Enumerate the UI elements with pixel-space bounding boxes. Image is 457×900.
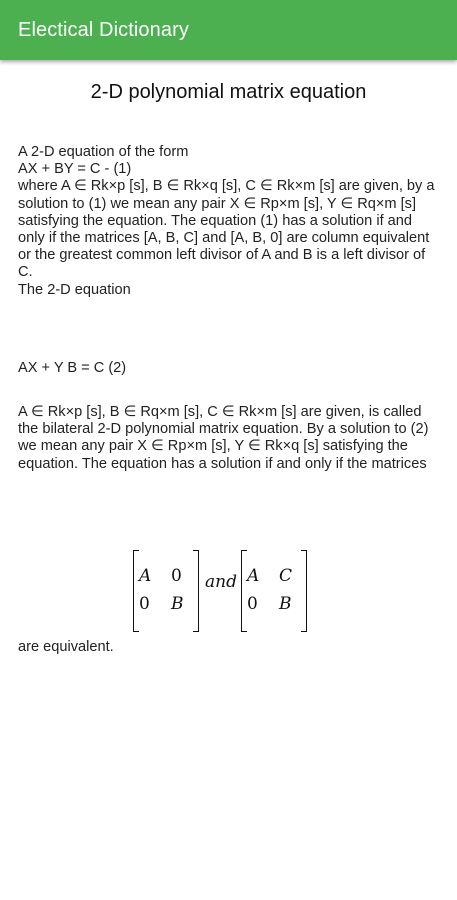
definition-paragraph-1: A 2-D equation of the form AX + BY = C - (1) where A ∈ Rk×p [s], B ∈ Rk×q [s], C ∈ Rk×m [s] are given, by a solution to (1) we mean any pair X ∈ Rp×m [s], Y ∈ Rq×m [s] satisfying the equation. The equation (1) has a solution if and only if the matrices [A, B, C] and [A, B, 0] are column equivalent or the greatest common left divisor of A and B is a left divisor of C. The 2-D equation [18,144,435,298]
matrix-1-cell-a12: 0 [171,566,182,586]
app-bar [0,0,457,60]
matrix-1-cell-a21: 0 [139,594,150,614]
page-title: 2-D polynomial matrix equation [90,81,367,103]
matrix-expression [133,542,307,622]
matrix-2 [243,550,305,614]
matrix-1-cell-a11: A [139,566,152,586]
matrix-connector: and [205,572,237,592]
matrix-2-cell-a11: A [246,566,260,586]
app-title: Electical Dictionary [18,18,189,41]
content-scroll-area[interactable] [0,60,457,900]
definition-paragraph-2: A ∈ Rk×p [s], B ∈ Rq×m [s], C ∈ Rk×m [s] are given, is called the bilateral 2-D polynomial matrix equation. By a solution to (2) we mean any pair X ∈ Rp×m [s], Y ∈ Rk×q [s] satisfying the equation. The equation has a solution if and only if the matrices [18,404,429,472]
right-bracket [193,550,199,632]
matrix-1 [135,550,197,614]
matrix-2-cell-a12: C [278,566,292,586]
matrix-2-cell-a21: 0 [246,594,258,614]
matrix-2-cell-a22: B [278,594,292,614]
equation-2: AX + Y B = C (2) [18,360,127,376]
right-bracket [301,550,307,632]
matrix-1-cell-a22: B [171,594,184,614]
closing-paragraph: are equivalent. [18,639,114,655]
